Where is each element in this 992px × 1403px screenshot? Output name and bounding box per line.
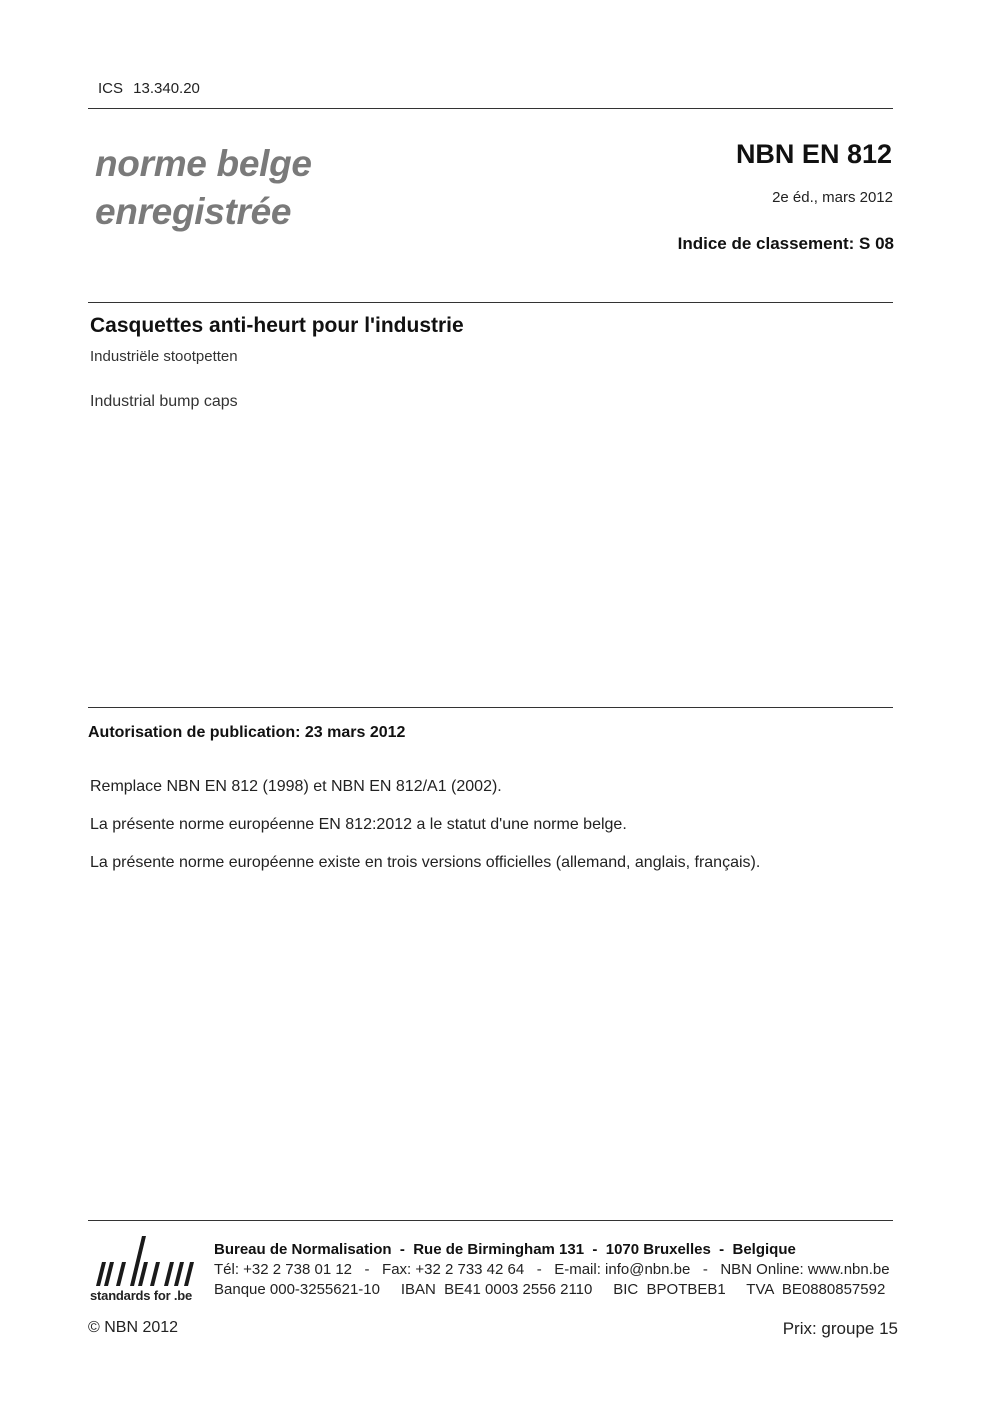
header-divider [88, 108, 893, 109]
footer-bank: Banque 000-3255621-10 IBAN BE41 0003 2556 2110 BIC BPOTBEB1 TVA BE0880857592 [214, 1281, 886, 1298]
standard-number: NBN EN 812 [735, 139, 892, 169]
brand-line-1: norme belge [95, 143, 312, 184]
title-french: Casquettes anti-heurt pour l'industrie [90, 314, 464, 337]
brand-title [95, 140, 312, 236]
footer-address: Bureau de Normalisation - Rue de Birmingham 131 - 1070 Bruxelles - Belgique [214, 1241, 796, 1258]
status-note: La présente norme européenne EN 812:2012 a le statut d'une norme belge. [90, 816, 627, 833]
versions-note: La présente norme européenne existe en trois versions officielles (allemand, anglais, français). [90, 854, 761, 871]
price-group: Prix: groupe 15 [782, 1319, 898, 1338]
copyright: © NBN 2012 [88, 1319, 179, 1336]
edition-date: 2e éd., mars 2012 [772, 189, 893, 206]
brand-line-2: enregistrée [95, 191, 292, 232]
logo-tagline: standards for .be [90, 1288, 193, 1303]
replacement-note: Remplace NBN EN 812 (1998) et NBN EN 812/A1 (2002). [90, 778, 502, 795]
title-english: Industrial bump caps [90, 393, 238, 410]
publication-authorisation: Autorisation de publication: 23 mars 2012 [88, 724, 406, 741]
title-divider [88, 302, 893, 303]
footer-divider [88, 1220, 893, 1221]
ics-code: ICS 13.340.20 [98, 80, 200, 97]
title-dutch: Industriële stootpetten [90, 348, 238, 365]
classification-index: Indice de classement: S 08 [677, 234, 894, 253]
publication-divider [88, 707, 893, 708]
footer-contact: Tél: +32 2 738 01 12 - Fax: +32 2 733 42 64 - E-mail: info@nbn.be - NBN Online: www.nbn.be [214, 1261, 890, 1278]
